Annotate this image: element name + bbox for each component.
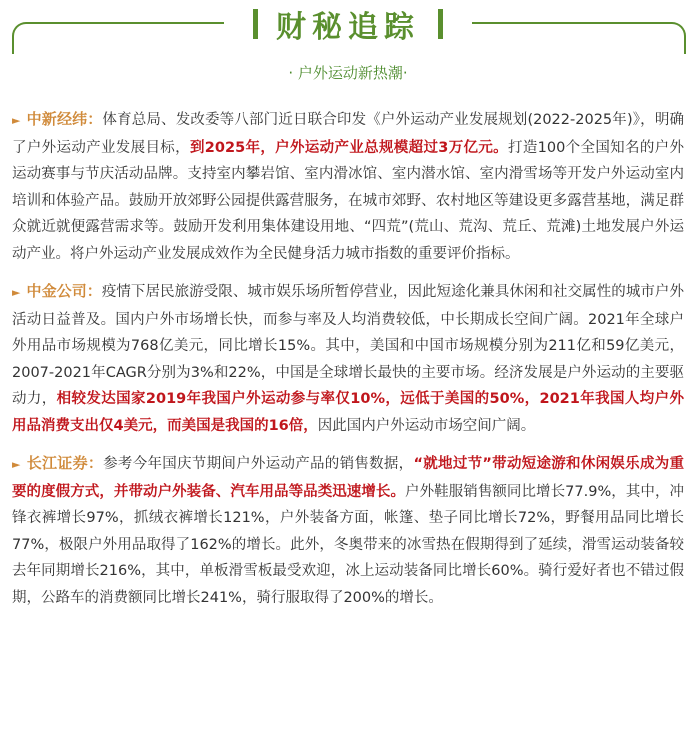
header <box>0 0 696 56</box>
highlight-text: 到2025年，户外运动产业总规模超过3万亿元。 <box>189 139 509 156</box>
page-subtitle: · 户外运动新热潮· <box>288 64 408 82</box>
title-box <box>224 2 472 46</box>
paragraph-text: 户外鞋服销售额同比增长77.9%，其中，冲锋衣裤增长97%，抓绒衣裤增长121%，户外装备方面，帐篷、垫子同比增长72%，野餐用品同比增长77%，极限户外用品取得了162%的增长。此外，冬奥带来的冰雪热在假期得到了延续，滑雪运动装备较去年同期增长216%，其中，单板滑雪板最受欢迎，冰上运动装备同比增长60%。骑行爱好者也不错过假期，公路车的消费额同比增长241%，骑行服取得了200%的增长。 <box>12 483 685 606</box>
page-title: 财秘追踪 <box>276 10 420 45</box>
title-bar-right <box>438 9 443 39</box>
highlight-text: 相较发达国家2019年我国户外运动参与率仅10%，远低于美国的50%，2021年我国人均户外用品消费支出仅4美元，而美国是我国的16倍， <box>12 391 685 434</box>
paragraph-text: 体育总局、发改委等八部门近日联合印发《户外运动产业发展规划(2022-2025年)》，明确了户外运动产业发展目标， <box>12 112 684 156</box>
paragraph-changjiang <box>12 450 684 611</box>
paragraph-zhongjin <box>12 278 684 439</box>
triangle-right-icon: ► <box>12 458 21 471</box>
source-label: 中新经纬： <box>26 110 103 128</box>
title-bar-left <box>253 9 258 39</box>
highlight-text: “就地过节”带动短途游和休闲娱乐成为重要的度假方式，并带动户外装备、汽车用品等品类迅速增长。 <box>12 456 684 500</box>
article-body <box>12 106 684 622</box>
source-label: 长江证券： <box>26 454 104 472</box>
paragraph-text: 打造100个全国知名的户外运动赛事与节庆活动品牌。支持室内攀岩馆、室内滑冰馆、室内潜水馆、室内滑雪场等开发户外运动室内培训和体验产品。鼓励开放郊野公园提供露营服务，在城市郊野、农村地区等建设更多露营基地，满足群众就近就便露营需求等。鼓励开发利用集体建设用地、“四荒”(荒山、荒沟、荒丘、荒滩)土地发展户外运动产业。将户外运动产业发展成效作为全民健身活力城市指数的重要评价指标。 <box>12 139 684 262</box>
triangle-right-icon: ► <box>12 286 21 299</box>
paragraph-text: 参考今年国庆节期间户外运动产品的销售数据， <box>103 456 414 472</box>
triangle-right-icon: ► <box>12 114 21 127</box>
paragraph-text: 疫情下居民旅游受限、城市娱乐场所暂停营业，因此短途化兼具休闲和社交属性的城市户外活动日益普及。国内户外市场增长快，而参与率及人均消费较低，中长期成长空间广阔。2021年全球户外用品市场规模为768亿美元，同比增长15%。其中，美国和中国市场规模分别为211亿和59亿美元，2007-2021年CAGR分别为3%和22%，中国是全球增长最快的主要市场。经济发展是户外运动的主要驱动力， <box>12 284 684 407</box>
source-label: 中金公司： <box>26 282 102 300</box>
paragraph-text: 因此国内户外运动市场空间广阔。 <box>317 417 536 434</box>
paragraph-zhongxin <box>12 106 684 267</box>
